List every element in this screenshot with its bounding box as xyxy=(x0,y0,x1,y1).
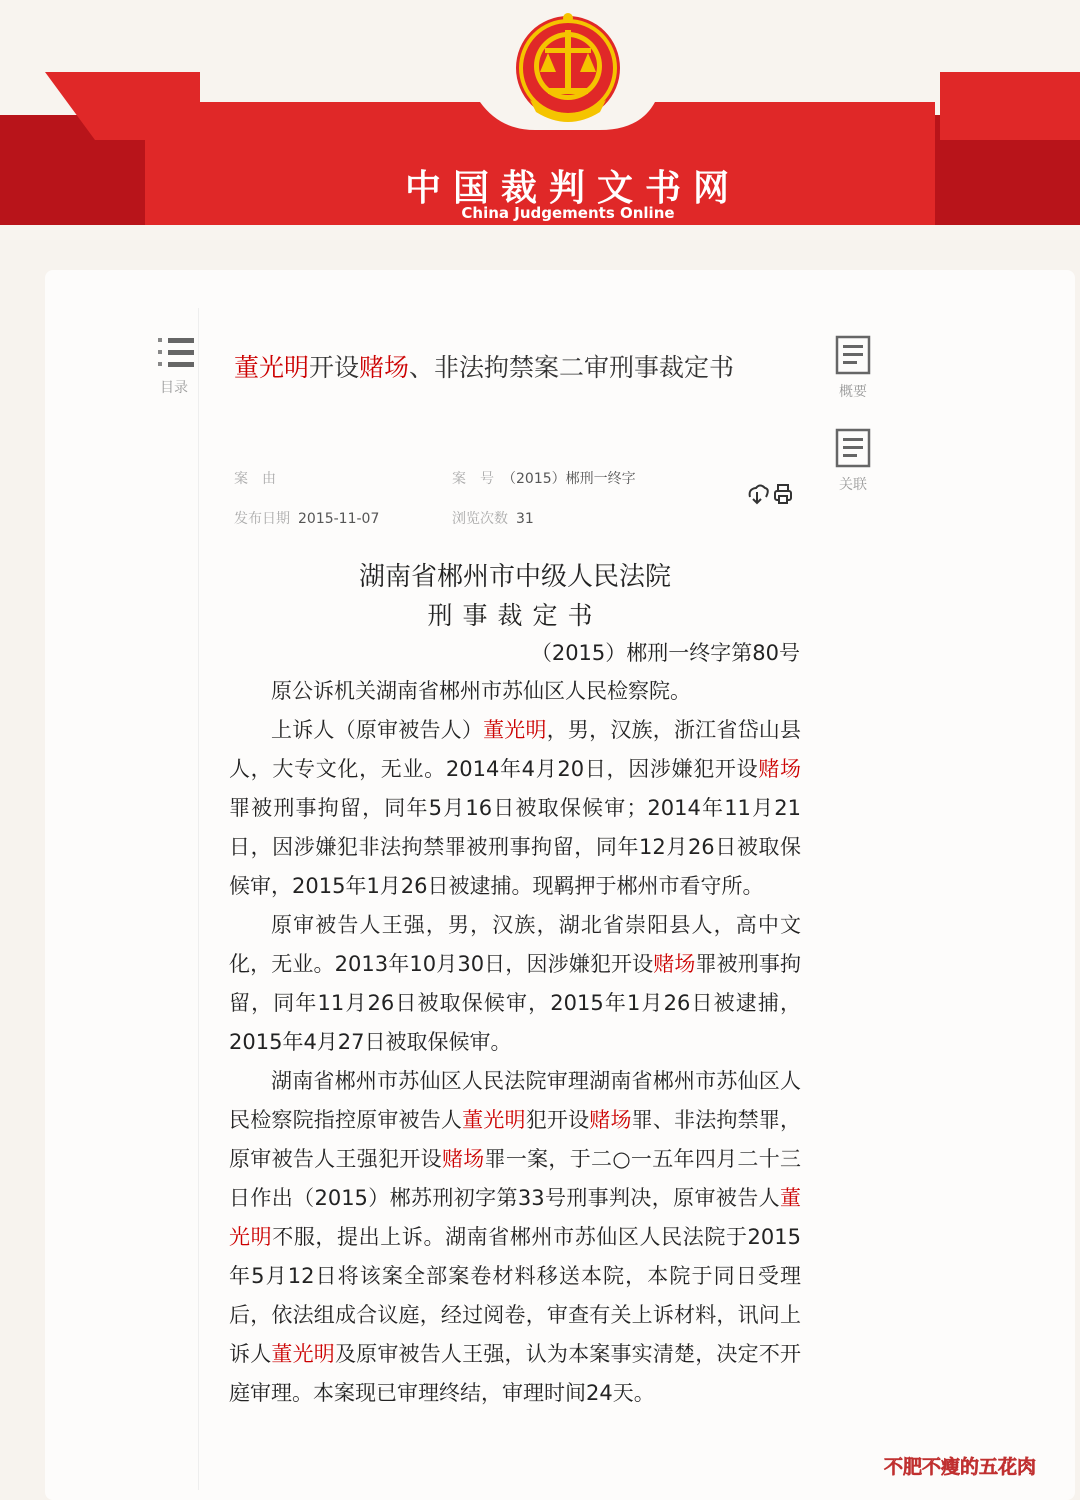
keyword-highlight: 赌场 xyxy=(441,1147,485,1171)
summary-label: 概要 xyxy=(839,384,867,400)
name-highlight: 董光明 xyxy=(462,1108,526,1132)
paragraph-codefendant: 原审被告人王强，男，汉族，湖北省崇阳县人，高中文化，无业。2013年10月30日，因涉嫌犯开设赌场罪被刑事拘留，同年11月26日被取保候审，2015年1月26日被逮捕，2015年4月27日被取保候审。 xyxy=(229,913,802,1054)
meta-publish-date: 发布日期 2015-11-07 xyxy=(234,511,380,527)
doc-tools xyxy=(746,482,796,510)
document-title: 董光明开设赌场、非法拘禁案二审刑事裁定书 xyxy=(234,353,735,382)
paragraph-prosecutor: 原公诉机关湖南省郴州市苏仙区人民检察院。 xyxy=(271,679,691,703)
related-doc-icon xyxy=(835,428,871,468)
name-highlight: 董光明 xyxy=(229,1186,801,1249)
site-subtitle: China Judgements Online xyxy=(461,204,675,222)
court-emblem-icon xyxy=(516,13,620,122)
name-highlight: 董光明 xyxy=(483,718,547,742)
document-type: 刑事裁定书 xyxy=(427,601,603,630)
judgement-body xyxy=(229,672,801,1413)
keyword-highlight: 赌场 xyxy=(758,757,801,781)
related-label: 关联 xyxy=(839,477,867,493)
meta-views: 浏览次数 31 xyxy=(452,511,534,527)
print-icon[interactable] xyxy=(775,485,791,503)
court-name: 湖南省郴州市中级人民法院 xyxy=(358,562,671,592)
summary-doc-icon xyxy=(835,335,871,375)
title-name-highlight: 董光明 xyxy=(234,353,310,382)
toc-label: 目录 xyxy=(160,380,188,396)
site-title: 中国裁判文书网 xyxy=(404,167,741,209)
site-banner xyxy=(0,0,1080,240)
watermark-text: 不肥不瘦的五花肉 xyxy=(884,1456,1037,1478)
keyword-highlight: 赌场 xyxy=(589,1108,632,1132)
toc-icon xyxy=(154,335,194,371)
toc-button[interactable] xyxy=(150,335,198,397)
meta-case-no: 案 号 （2015）郴刑一终字 xyxy=(452,471,636,487)
related-button[interactable] xyxy=(832,428,874,494)
case-number: （2015）郴刑一终字第80号 xyxy=(530,641,800,665)
download-icon[interactable] xyxy=(750,486,768,504)
paragraph-appellant: 上诉人（原审被告人）董光明，男，汉族，浙江省岱山县人，大专文化，无业。2014年4月20日，因涉嫌犯开设赌场罪被刑事拘留，同年5月16日被取保候审；2014年11月21日，因涉嫌犯非法拘禁罪被刑事拘留，同年12月26日被取保候审，2015年1月26日被逮捕。现羁押于郴州市看守所。 xyxy=(229,718,802,898)
title-keyword-highlight: 赌场 xyxy=(359,353,410,382)
name-highlight: 董光明 xyxy=(271,1342,335,1366)
sidebar-divider xyxy=(198,308,199,1490)
summary-button[interactable] xyxy=(832,335,874,401)
meta-cause: 案 由 xyxy=(234,471,276,487)
paragraph-procedure: 湖南省郴州市苏仙区人民法院审理湖南省郴州市苏仙区人民检察院指控原审被告人董光明犯开设赌场罪、非法拘禁罪，原审被告人王强犯开设赌场罪一案，于二○一五年四月二十三日作出（2015）郴苏刑初字第33号刑事判决，原审被告人董光明不服，提出上诉。湖南省郴州市苏仙区人民法院于2015年5月12日将该案全部案卷材料移送本院，本院于同日受理后，依法组成合议庭，经过阅卷，审查有关上诉材料，讯问上诉人董光明及原审被告人王强，认为本案事实清楚，决定不开庭审理。本案现已审理终结，审理时间24天。 xyxy=(229,1069,802,1405)
keyword-highlight: 赌场 xyxy=(653,952,696,976)
